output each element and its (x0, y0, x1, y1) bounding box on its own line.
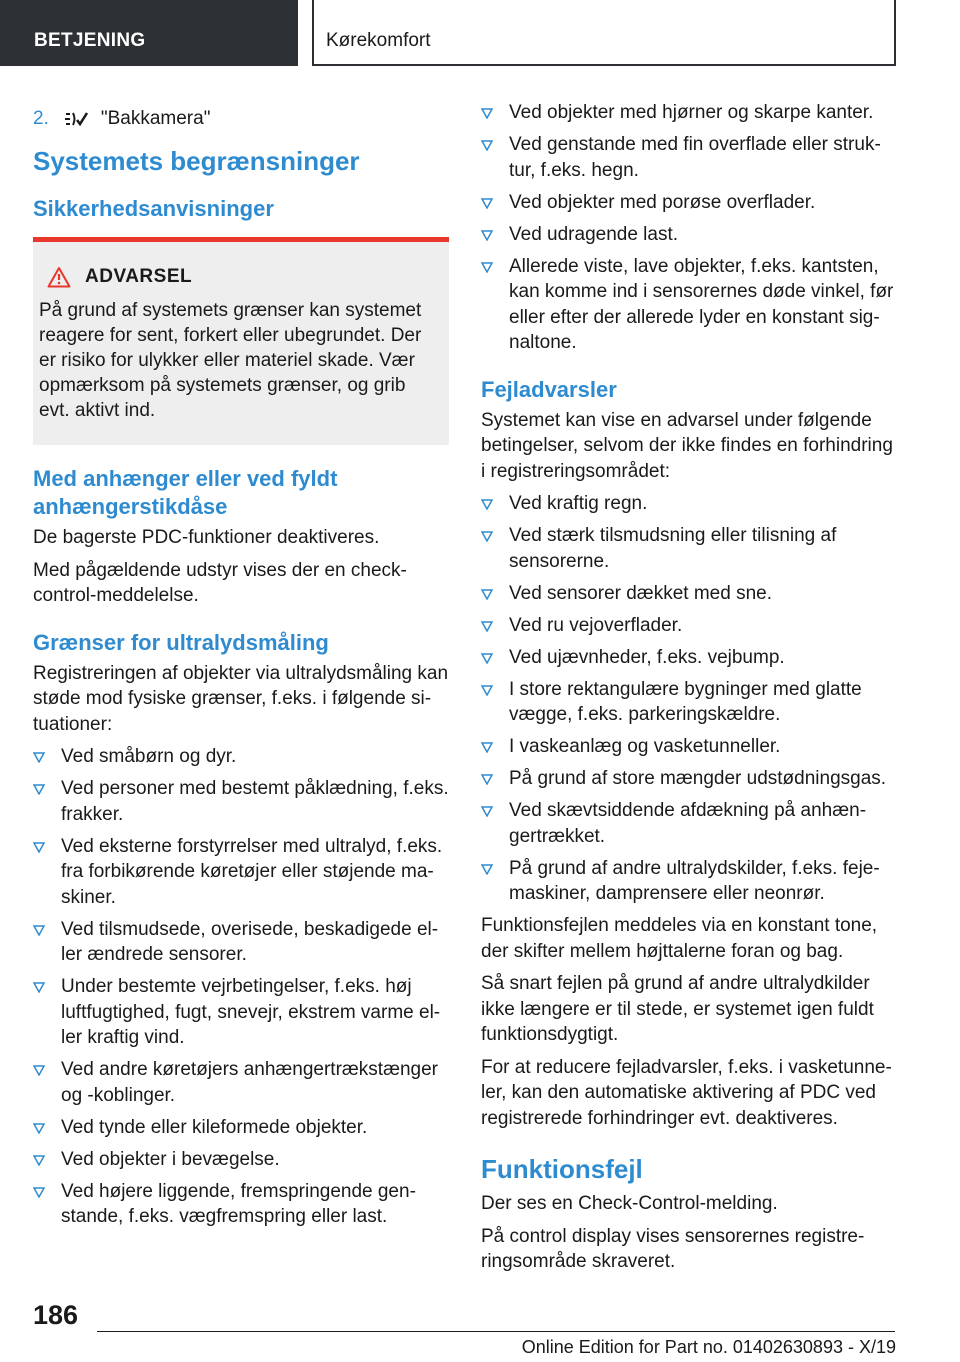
triangle-bullet-icon (481, 621, 493, 632)
chapter-tab (312, 0, 896, 66)
step-label: "Bakkamera" (100, 108, 211, 129)
footer-rule (97, 1331, 895, 1332)
malfunction-paragraph-2: På control display vises sensorernes registre-ringsområde skraveret. (481, 1225, 865, 1272)
trailer-paragraph-2: Med pågældende udstyr vises der en check-control-meddelelse. (33, 559, 407, 606)
false-alarm-paragraph-3: Så snart fejlen på grund af andre ultralydkilder ikke længere er til stede, er systemet igen fuldt funktionsdygtigt. (481, 973, 874, 1045)
list-item: På grund af andre ultralydskilder, f.eks. feje-maskiner, damprensere eller neonrør. (481, 856, 897, 907)
malfunction-heading: Funktionsfejl (481, 1154, 643, 1184)
triangle-bullet-icon (33, 752, 45, 763)
warning-text: På grund af systemets grænser kan systemet reagere for sent, forkert eller ubegrundet. Der er risiko for ulykker eller materiel skade. Vær opmærksom på systemets grænser, og grib evt. aktivt ind. (39, 300, 422, 421)
step-item (33, 106, 449, 131)
list-item: Ved småbørn og dyr. (33, 744, 449, 770)
section-tab (0, 0, 298, 66)
triangle-bullet-icon (481, 499, 493, 510)
list-item: Ved sensorer dækket med sne. (481, 581, 897, 607)
list-item: Ved højere liggende, fremspringende gen-stande, f.eks. vægfremspring eller last. (33, 1179, 449, 1230)
list-item: Ved kraftig regn. (481, 491, 897, 517)
list-item: Ved eksterne forstyrrelser med ultralyd, f.eks. fra forbikørende køretøjer eller støjende ma-skiner. (33, 834, 449, 911)
triangle-bullet-icon (481, 140, 493, 151)
triangle-bullet-icon (481, 589, 493, 600)
page-number: 186 (33, 1300, 79, 1330)
list-item: På grund af store mængder udstødningsgas. (481, 766, 897, 792)
list-item: I store rektangulære bygninger med glatte vægge, f.eks. parkeringskældre. (481, 677, 897, 728)
list-item: Allerede viste, lave objekter, f.eks. kantsten, kan komme ind i sensorernes døde vinkel, før eller efter der allerede lyder en konstant sig-naltone. (481, 254, 897, 356)
warning-triangle-icon (47, 266, 71, 288)
false-alarm-paragraph: Systemet kan vise en advarsel under følgende betingelser, selvom der ikke findes en forhindring i registreringsområdet: (481, 409, 893, 482)
warning-label: ADVARSEL (85, 266, 193, 287)
triangle-bullet-icon (33, 982, 45, 993)
trailer-paragraph-1: De bagerste PDC-funktioner deaktiveres. (33, 527, 380, 548)
false-alarm-paragraph-2: Funktionsfejlen meddeles via en konstant tone, der skifter mellem højttalerne foran og bag. (481, 915, 878, 962)
left-column (33, 100, 449, 1236)
triangle-bullet-icon (33, 1123, 45, 1134)
list-item: Ved andre køretøjers anhængertrækstænger og -koblinger. (33, 1057, 449, 1108)
triangle-bullet-icon (481, 198, 493, 209)
edition-note: Online Edition for Part no. 01402630893 - X/19 (521, 1337, 896, 1357)
trailer-heading: Med anhænger eller ved fyldt anhængerstikdåse (33, 466, 338, 519)
false-alarm-paragraph-4: For at reducere fejladvarsler, f.eks. i vasketunne-ler, kan den automatiske aktivering af PDC ved registrerede forhindringer evt. deaktiveres. (481, 1056, 892, 1129)
section-heading: Systemets begrænsninger (33, 146, 360, 176)
triangle-bullet-icon (481, 653, 493, 664)
chapter-label: Kørekomfort (326, 30, 431, 51)
false-alarm-heading: Fejladvarsler (481, 376, 617, 402)
step-number: 2. (33, 108, 49, 129)
list-item: Ved udragende last. (481, 222, 897, 248)
malfunction-paragraph-1: Der ses en Check-Control-melding. (481, 1193, 778, 1214)
triangle-bullet-icon (481, 262, 493, 273)
triangle-bullet-icon (481, 742, 493, 753)
list-item: Ved genstande med fin overflade eller struk-tur, f.eks. hegn. (481, 132, 897, 183)
list-item: Ved objekter i bevægelse. (33, 1147, 449, 1173)
ultrasound-list-continued (481, 100, 897, 356)
list-item: Ved tynde eller kileformede objekter. (33, 1115, 449, 1141)
triangle-bullet-icon (481, 108, 493, 119)
list-item: Ved ru vejoverflader. (481, 613, 897, 639)
header-divider (298, 0, 312, 66)
list-item: Ved stærk tilsmudsning eller tilisning af sensorerne. (481, 523, 897, 574)
triangle-bullet-icon (33, 842, 45, 853)
warning-box (33, 237, 449, 445)
list-item: Under bestemte vejrbetingelser, f.eks. høj luftfugtighed, fugt, snevejr, ekstrem varme el-ler kraftig vind. (33, 974, 449, 1051)
ultrasound-list (33, 744, 449, 1230)
triangle-bullet-icon (33, 1187, 45, 1198)
false-alarm-list (481, 491, 897, 907)
section-label: BETJENING (34, 30, 146, 51)
list-item: Ved objekter med hjørner og skarpe kanter. (481, 100, 897, 126)
list-item: Ved objekter med porøse overflader. (481, 190, 897, 216)
ultrasound-paragraph: Registreringen af objekter via ultralydsmåling kan støde mod fysiske grænser, f.eks. i følgende si-tuationer: (33, 662, 449, 735)
page-header (0, 0, 960, 66)
triangle-bullet-icon (481, 531, 493, 542)
list-item: Ved skævtsiddende afdækning på anhæn-gertrækket. (481, 798, 897, 849)
triangle-bullet-icon (481, 864, 493, 875)
triangle-bullet-icon (33, 1155, 45, 1166)
safety-heading: Sikkerhedsanvisninger (33, 196, 274, 221)
list-item: Ved personer med bestemt påklædning, f.eks. frakker. (33, 776, 449, 827)
triangle-bullet-icon (481, 230, 493, 241)
triangle-bullet-icon (481, 774, 493, 785)
list-item: I vaskeanlæg og vasketunneller. (481, 734, 897, 760)
right-column (481, 100, 897, 1282)
list-item: Ved tilsmudsede, overisede, beskadigede el-ler ændrede sensorer. (33, 917, 449, 968)
triangle-bullet-icon (33, 1065, 45, 1076)
triangle-bullet-icon (33, 784, 45, 795)
triangle-bullet-icon (481, 806, 493, 817)
warning-header (47, 266, 435, 288)
triangle-bullet-icon (33, 925, 45, 936)
triangle-bullet-icon (481, 685, 493, 696)
list-item: Ved ujævnheder, f.eks. vejbump. (481, 645, 897, 671)
ultrasound-heading: Grænser for ultralydsmåling (33, 629, 329, 655)
parking-sensor-icon (63, 109, 89, 129)
